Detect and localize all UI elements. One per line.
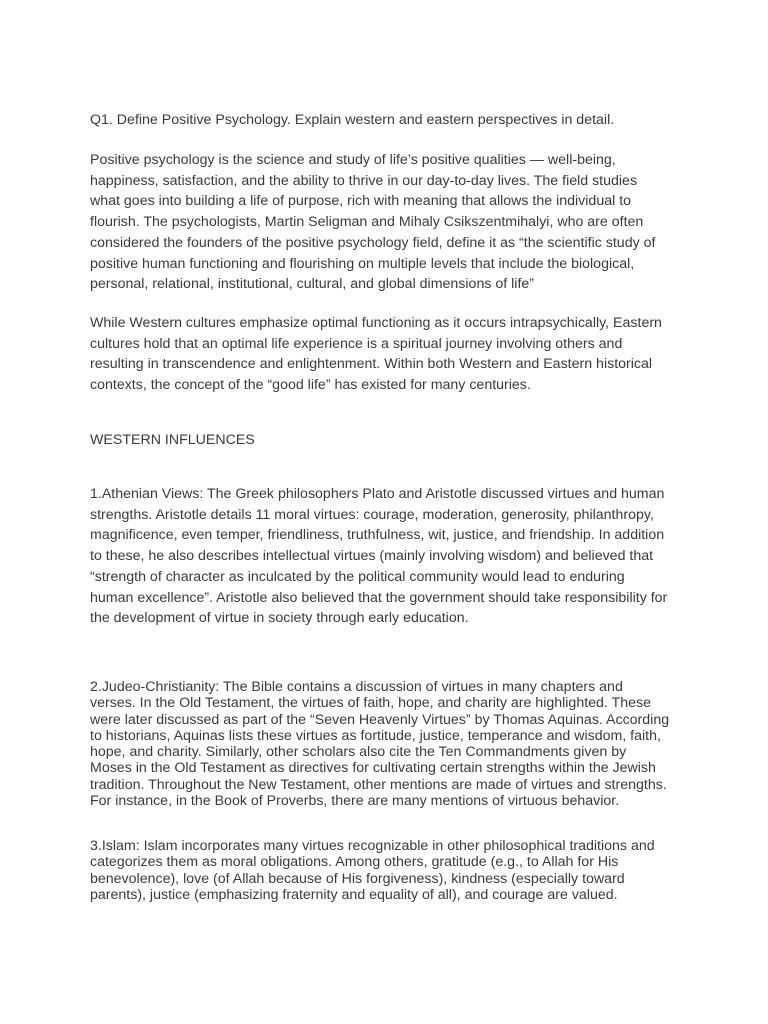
cultures-paragraph: While Western cultures emphasize optimal functioning as it occurs intrapsychically, Eastern cultures hold that an optimal life experience is a spiritual journey involving others and resulting in transcendence and enlightenment. Within both Western and Eastern historical contexts, the concept of the “good life” has existed for many centuries. [90, 315, 662, 394]
athenian-views-paragraph: 1.Athenian Views: The Greek philosophers Plato and Aristotle discussed virtues and human strengths. Aristotle details 11 moral virtues: courage, moderation, generosity, philanthropy, magnificence, even temper, friendliness, truthfulness, wit, justice, and friendship. In addition to these, he also describes intellectual virtues (mainly involving wisdom) and believed that “strength of character as inculcated by the political community would lead to enduring human excellence”. Aristotle also believed that the government should take responsibility for the development of virtue in society through early education. [90, 486, 668, 627]
judeo-christianity-paragraph: 2.Judeo-Christianity: The Bible contains a discussion of virtues in many chapters and verses. In the Old Testament, the virtues of faith, hope, and charity are highlighted. These were later discussed as part of the “Seven Heavenly Virtues” by Thomas Aquinas. According to historians, Aquinas lists these virtues as fortitude, justice, temperance and wisdom, faith, hope, and charity. Similarly, other scholars also cite the Ten Commandments given by Moses in the Old Testament as directives for cultivating certain strengths within the Jewish tradition. Throughout the New Testament, other mentions are made of virtues and strengths. For instance, in the Book of Proverbs, there are many mentions of virtuous behavior. [90, 679, 670, 810]
western-influences-heading: WESTERN INFLUENCES [90, 432, 255, 448]
definition-paragraph: Positive psychology is the science and study of life’s positive qualities — well-being, happiness, satisfaction, and the ability to thrive in our day-to-day lives. The field studies what goes into building a life of purpose, rich with meaning that allows the individual to flourish. The psychologists, Martin Seligman and Mihaly Csikszentmihalyi, who are often considered the founders of the positive psychology field, define it as “the scientific study of positive human functioning and flourishing on multiple levels that include the biological, personal, relational, institutional, cultural, and global dimensions of life” [90, 152, 656, 293]
islam-paragraph: 3.Islam: Islam incorporates many virtues recognizable in other philosophical traditions and categorizes them as moral obligations. Among others, gratitude (e.g., to Allah for His benevolence), love (of Allah because of His forgiveness), kindness (especially toward parents), justice (emphasizing fraternity and equality of all), and courage are valued. [90, 838, 655, 903]
question-heading: Q1. Define Positive Psychology. Explain western and eastern perspectives in detail. [90, 112, 615, 128]
